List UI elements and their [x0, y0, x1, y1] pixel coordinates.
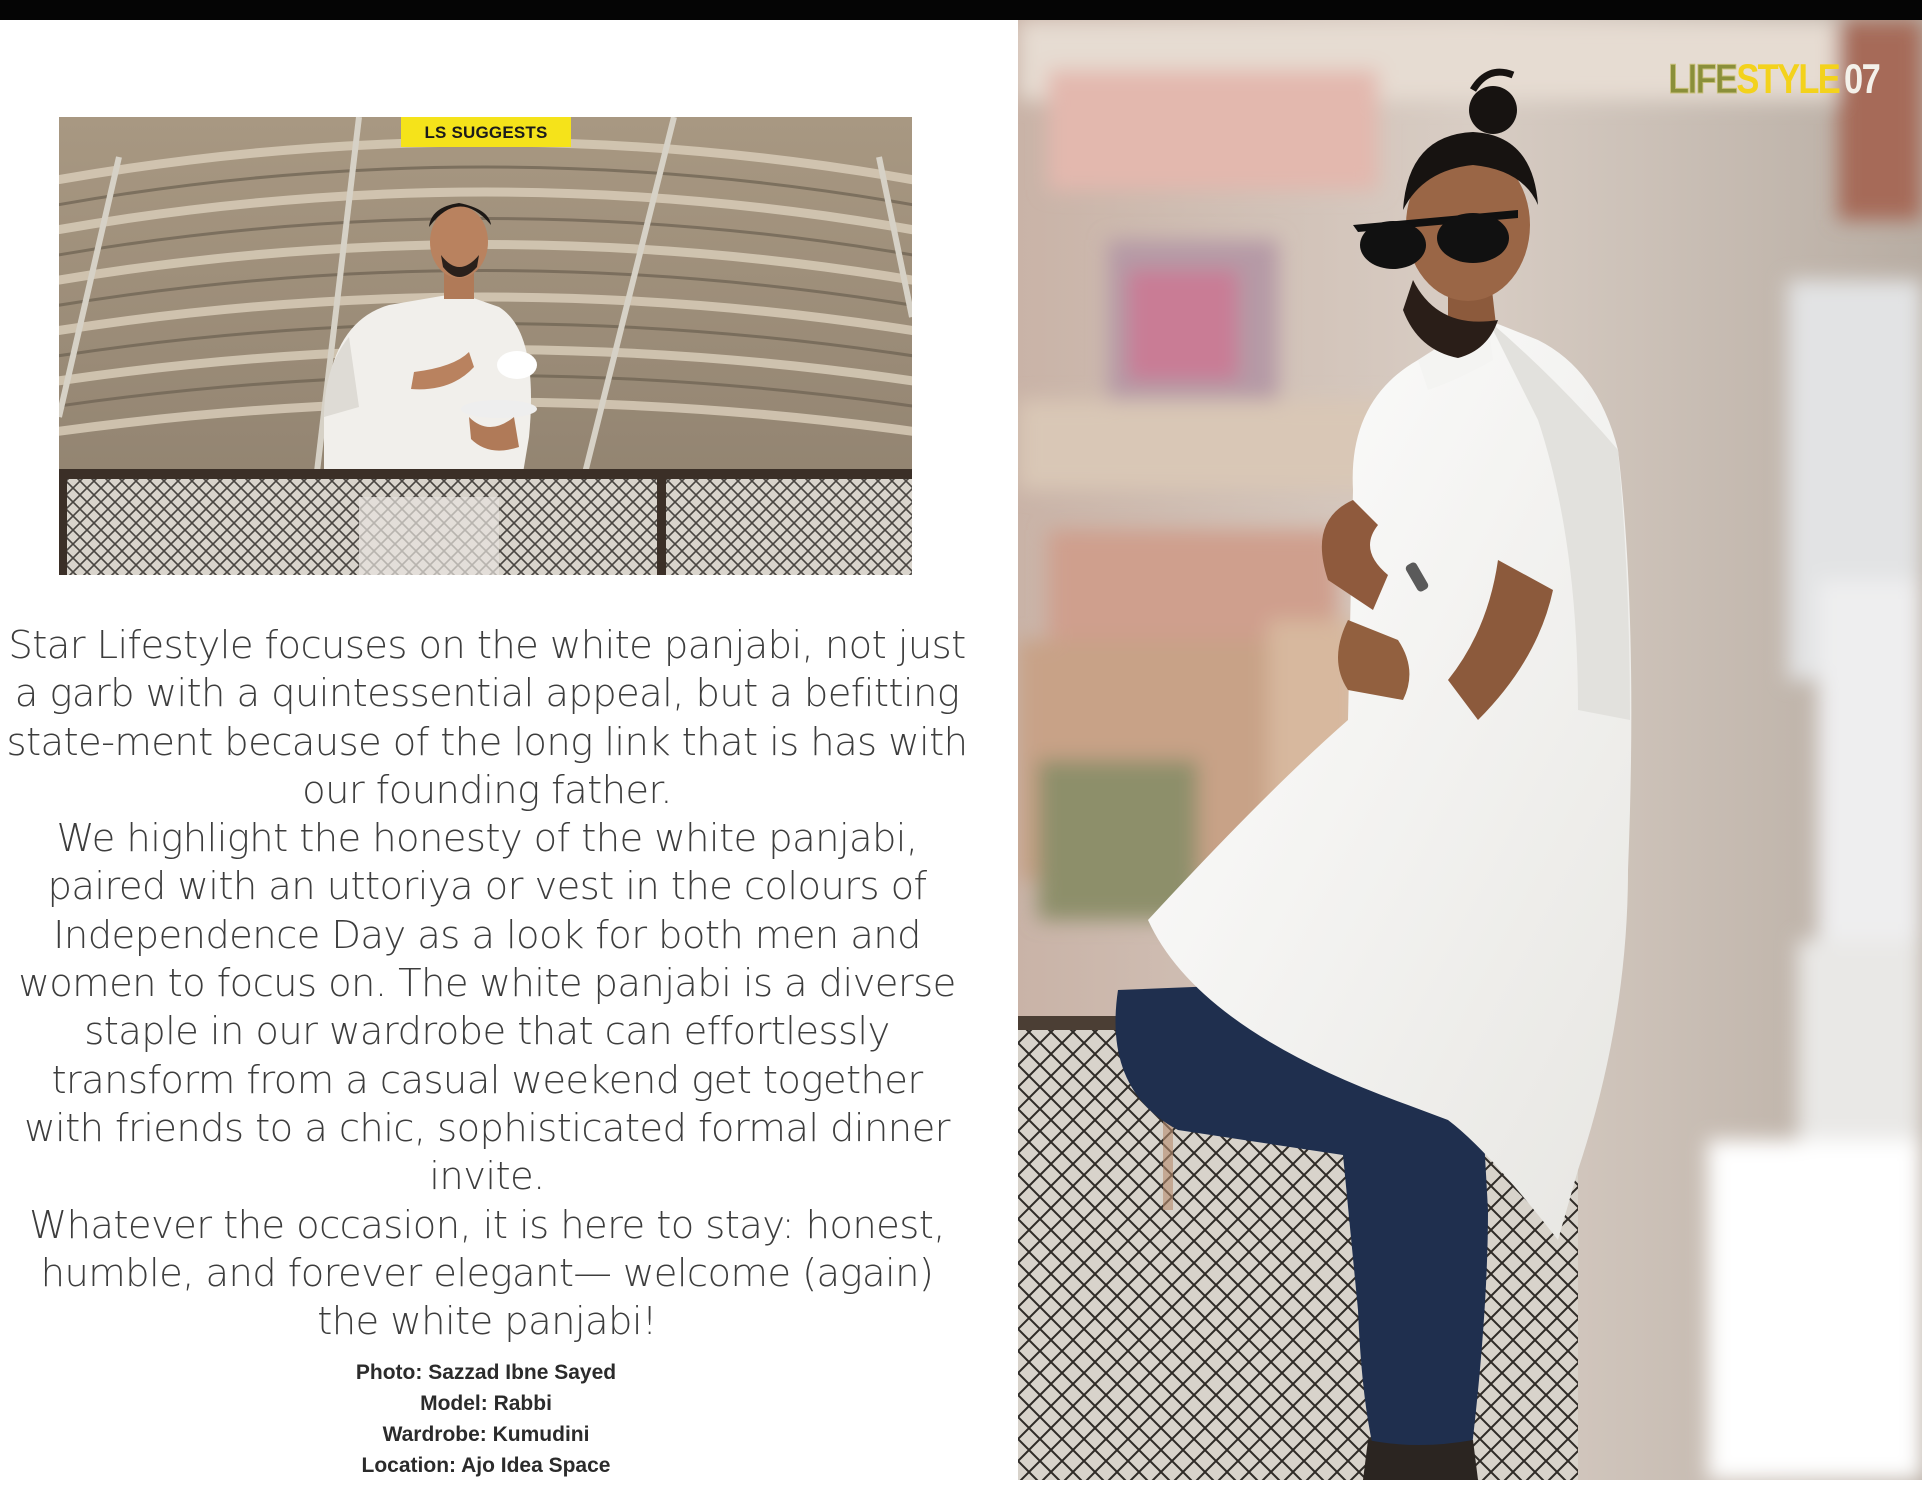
feature-photo-large [1018, 20, 1922, 1480]
credit-model: Model: Rabbi [420, 1392, 552, 1415]
masthead-life: LIFE [1668, 55, 1737, 102]
masthead-style: STYLE [1736, 55, 1840, 102]
article-body [6, 622, 968, 1346]
masthead-logo [1668, 54, 1879, 104]
top-border-bar [0, 0, 1922, 20]
credit-location: Location: Ajo Idea Space [361, 1454, 611, 1477]
bottom-margin [1018, 1480, 1922, 1504]
paragraph-highlight: We highlight the honesty of the white panjabi, paired with an uttoriya or vest in the colours of Independence Day as a look for both men and women to focus on. The white panjabi is a diverse staple in our wardrobe that can effortlessly transform from a casual weekend get together with friends to a chic, sophisticated formal dinner invite. [18, 816, 956, 1200]
feature-photo-small [59, 117, 912, 575]
page-number: 07 [1843, 55, 1879, 102]
credit-photo: Photo: Sazzad Ibne Sayed [355, 1361, 617, 1384]
photo-credits [200, 1357, 772, 1481]
section-tag: LS SUGGESTS [401, 117, 571, 147]
paragraph-intro: Star Lifestyle focuses on the white panjabi, not just a garb with a quintessential appeal, but a befitting state-ment because of the long link that is has with our founding father. [6, 623, 968, 813]
credit-wardrobe: Wardrobe: Kumudini [382, 1423, 590, 1446]
paragraph-closing: Whatever the occasion, it is here to stay: honest, humble, and forever elegant— welcome (again) the white panjabi! [29, 1202, 945, 1345]
